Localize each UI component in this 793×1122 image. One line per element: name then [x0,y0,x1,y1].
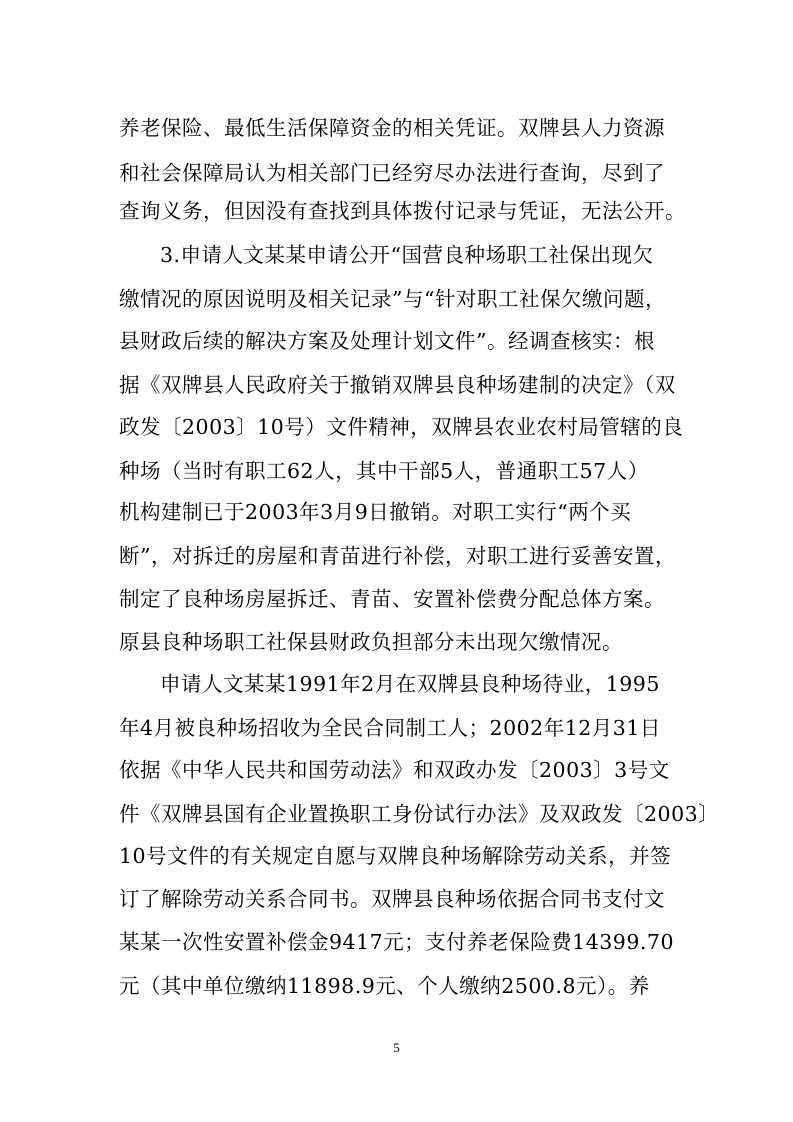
page-number: 5 [393,1040,400,1055]
text-line: 缴情况的原因说明及相关记录”与“针对职工社保欠缴问题， [119,287,666,311]
text-line: 和社会保障局认为相关部门已经穷尽办法进行查询，尽到了 [119,161,665,185]
text-line: 订了解除劳动关系合同书。双牌县良种场依据合同书支付文 [119,887,665,911]
text-line: 县财政后续的解决方案及处理计划文件”。经调查核实：根 [119,329,655,353]
text-line: 查询义务，但因没有查找到具体拨付记录与凭证，无法公开。 [119,199,686,223]
text-line: 养老保险、最低生活保障资金的相关凭证。双牌县人力资源 [119,116,665,140]
text-line: 年4月被良种场招收为全民合同制工人；2002年12月31日 [119,716,661,740]
text-line: 某某一次性安置补偿金9417元；支付养老保险费14399.70 [119,930,674,954]
text-line: 元（其中单位缴纳11898.9元、个人缴纳2500.8元）。养 [119,974,650,998]
text-line: 制定了良种场房屋拆迁、青苗、安置补偿费分配总体方案。 [119,587,665,611]
text-line: 申请人文某某1991年2月在双牌县良种场待业，1995 [160,672,660,696]
text-line: 机构建制已于2003年3月9日撤销。对职工实行“两个买 [119,500,632,524]
text-line: 断”，对拆迁的房屋和青苗进行补偿，对职工进行妥善安置， [119,544,676,568]
text-line: 依据《中华人民共和国劳动法》和双政办发〔2003〕3号文 [119,758,670,782]
text-line: 10号文件的有关规定自愿与双牌良种场解除劳动关系，并签 [119,844,672,868]
text-line: 件《双牌县国有企业置换职工身份试行办法》及双政发〔2003〕 [119,802,720,826]
text-line: 政发〔2003〕10号）文件精神，双牌县农业农村局管辖的良 [119,415,684,439]
text-line: 原县良种场职工社保县财政负担部分未出现欠缴情况。 [119,630,623,654]
text-line: 种场（当时有职工62人，其中干部5人，普通职工57人） [119,459,649,483]
text-line: 3.申请人文某某申请公开“国营良种场职工社保出现欠 [160,243,654,267]
text-line: 据《双牌县人民政府关于撤销双牌县良种场建制的决定》（双 [119,373,676,397]
